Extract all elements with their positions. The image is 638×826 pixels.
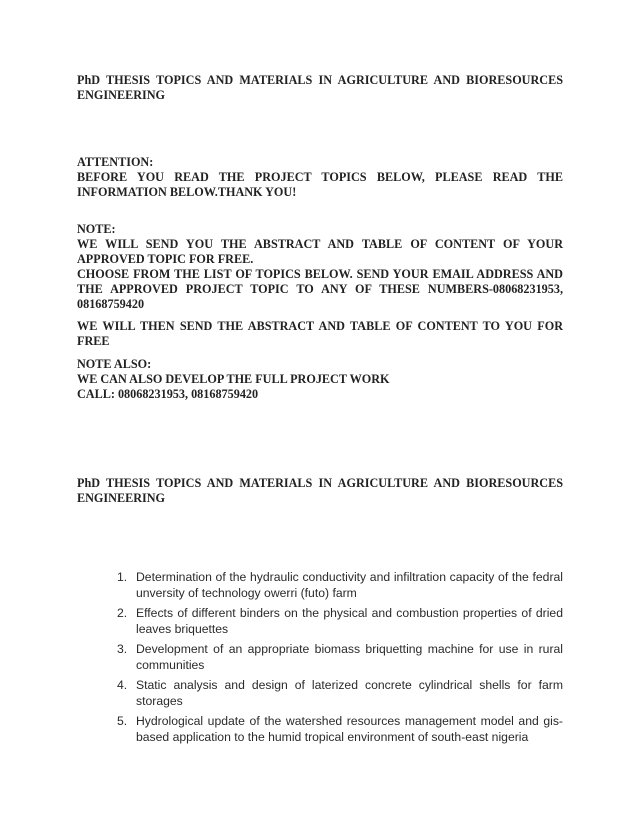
list-item <box>100 714 563 745</box>
list-item <box>100 642 563 673</box>
topics-heading <box>77 476 563 506</box>
note-also-line-2: CALL: 08068231953, 08168759420 <box>77 387 259 401</box>
note-also-label: NOTE ALSO: <box>77 357 152 371</box>
page-title <box>77 73 563 103</box>
note-also-line-1: WE CAN ALSO DEVELOP THE FULL PROJECT WORK <box>77 372 390 386</box>
note-line-2: CHOOSE FROM THE LIST OF TOPICS BELOW. SEND YOUR EMAIL ADDRESS AND THE APPROVED PROJECT TOPIC TO ANY OF THESE NUMBERS-08068231953, 08168759420 <box>77 267 563 311</box>
topics-heading-text: PhD THESIS TOPICS AND MATERIALS IN AGRICULTURE AND BIORESOURCES ENGINEERING <box>77 476 563 505</box>
note-line-3: WE WILL THEN SEND THE ABSTRACT AND TABLE OF CONTENT TO YOU FOR FREE <box>77 319 563 348</box>
list-item-number: 1. <box>117 570 128 584</box>
list-item <box>100 678 563 709</box>
list-item-text: Static analysis and design of laterized concrete cylindrical shells for farm storages <box>136 678 563 708</box>
list-item-number: 3. <box>117 642 128 656</box>
list-item-text: Effects of different binders on the physical and combustion properties of dried leaves briquettes <box>136 606 563 636</box>
note-also-section <box>77 357 563 402</box>
list-item <box>100 606 563 637</box>
note-label: NOTE: <box>77 222 116 236</box>
list-item-text: Determination of the hydraulic conductivity and infiltration capacity of the fedral unversity of technology owerri (futo) farm <box>136 570 563 600</box>
attention-text: BEFORE YOU READ THE PROJECT TOPICS BELOW, PLEASE READ THE INFORMATION BELOW.THANK YOU! <box>77 170 563 199</box>
list-item-text: Hydrological update of the watershed resources management model and gis-based application to the humid tropical environment of south-east nigeria <box>136 714 563 744</box>
note-line-1: WE WILL SEND YOU THE ABSTRACT AND TABLE OF CONTENT OF YOUR APPROVED TOPIC FOR FREE. <box>77 237 563 266</box>
note-section <box>77 222 563 312</box>
page-title-text: PhD THESIS TOPICS AND MATERIALS IN AGRICULTURE AND BIORESOURCES ENGINEERING <box>77 73 563 102</box>
note-free-statement <box>77 319 563 349</box>
list-item-number: 2. <box>117 606 128 620</box>
attention-label: ATTENTION: <box>77 155 154 169</box>
list-item-number: 4. <box>117 678 128 692</box>
list-item-number: 5. <box>117 714 128 728</box>
attention-section <box>77 155 563 200</box>
list-item-text: Development of an appropriate biomass briquetting machine for use in rural communities <box>136 642 563 672</box>
list-item <box>100 570 563 601</box>
topic-list <box>100 570 563 750</box>
